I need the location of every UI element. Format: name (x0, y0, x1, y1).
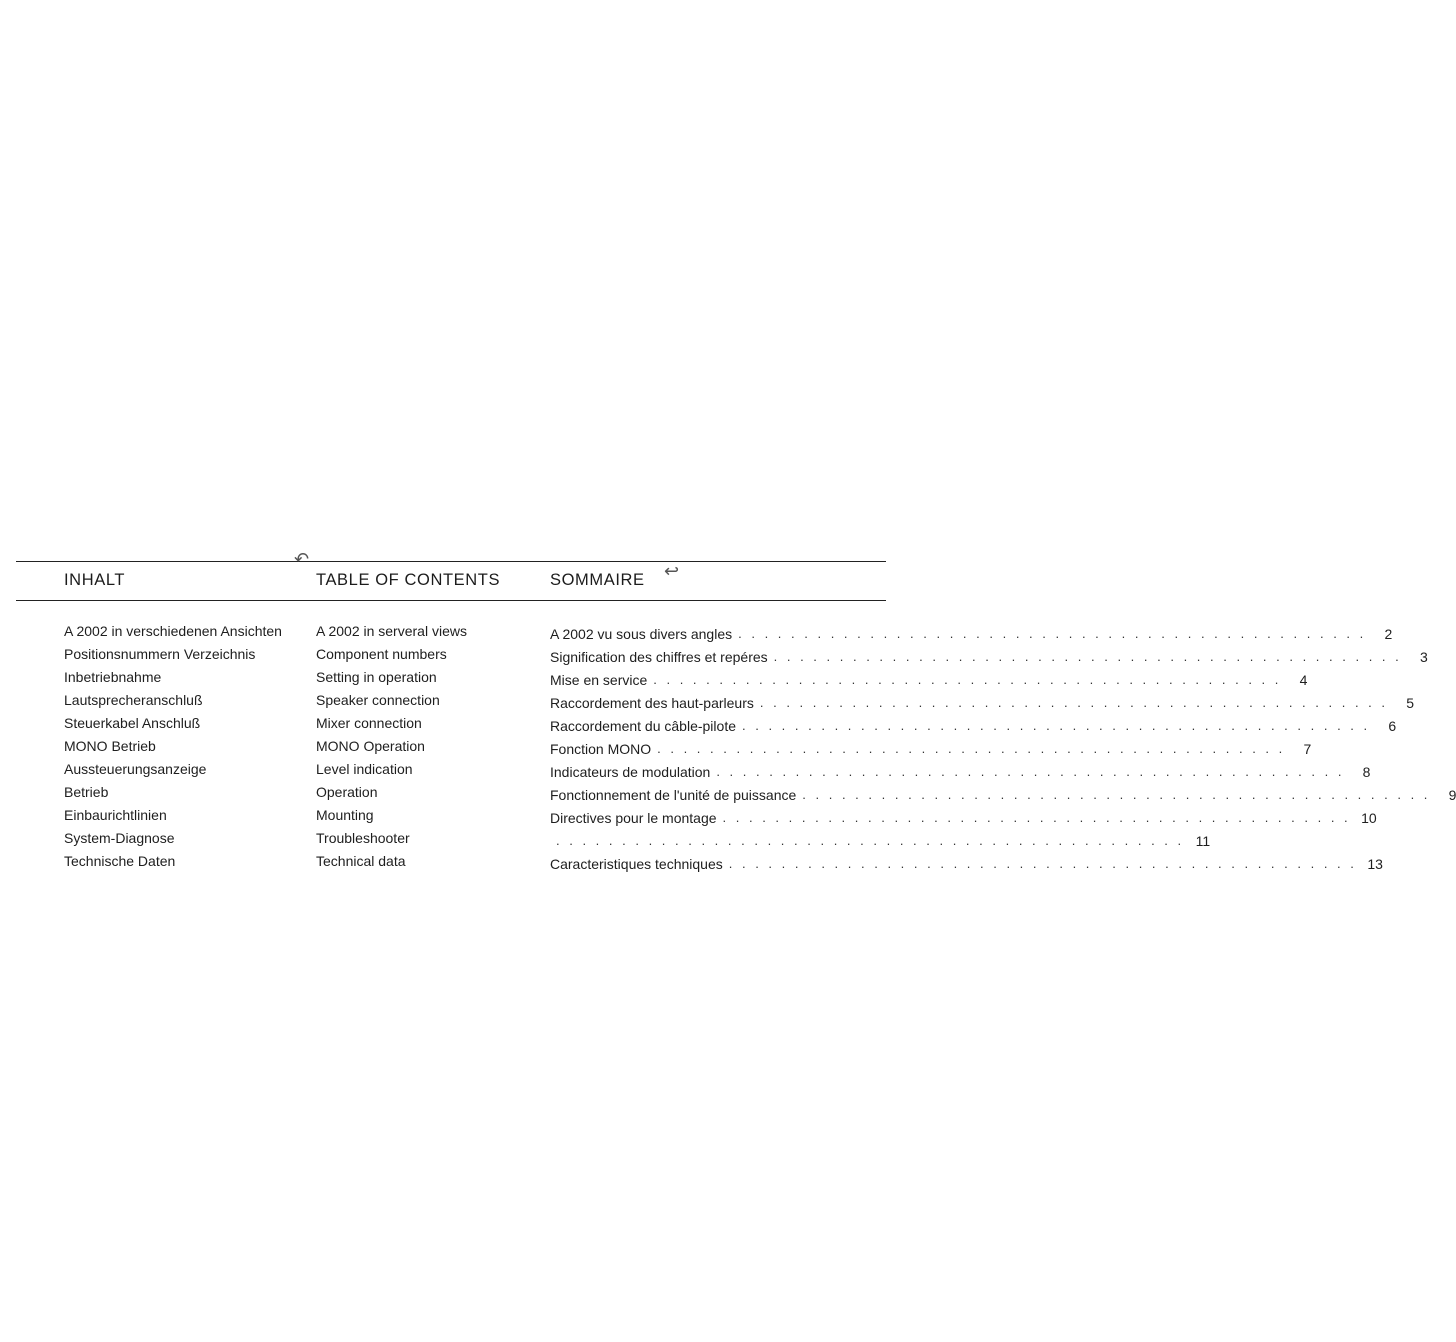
toc-leader-dots: . . . . . . . . . . . . . . . . . . . . . . . . . . . . . . . . . . . . . . . . . . . . . . . . (716, 764, 1345, 779)
toc-leader-dots: . . . . . . . . . . . . . . . . . . . . . . . . . . . . . . . . . . . . . . . . . . . . . . . . (742, 718, 1371, 733)
scan-mark-left: ↶ (294, 549, 310, 569)
toc-entry-fr-text: Caracteristiques techniques (550, 856, 723, 872)
toc-entry-de: MONO Betrieb (64, 738, 156, 754)
toc-page-number: 9 (1448, 787, 1456, 803)
toc-entry-fr (550, 759, 1371, 782)
toc-entry-de: A 2002 in verschiedenen Ansichten (64, 623, 282, 639)
toc-entry-en: Troubleshooter (316, 830, 410, 846)
toc-entry-fr-text: Raccordement du câble-pilote (550, 718, 736, 734)
german-column (64, 621, 304, 874)
scan-mark-right: ↩ (664, 561, 680, 581)
toc-entry-en: Operation (316, 784, 378, 800)
header-sommaire: SOMMAIRE (550, 571, 645, 589)
toc-entry-fr-text: Signification des chiffres et repéres (550, 649, 768, 665)
toc-entry-en: Level indication (316, 761, 413, 777)
toc-entry-de: Steuerkabel Anschluß (64, 715, 201, 731)
toc-page-number: 11 (1195, 833, 1211, 849)
toc-entry-fr (550, 667, 1308, 690)
toc-entry-en: Mixer connection (316, 715, 422, 731)
toc-entry-en: Speaker connection (316, 692, 440, 708)
toc-leader-dots: . . . . . . . . . . . . . . . . . . . . . . . . . . . . . . . . . . . . . . . . . . . . . . . . (556, 833, 1185, 848)
toc-entry-fr (550, 713, 1397, 736)
toc-entry-en: Setting in operation (316, 669, 437, 685)
toc-entry-de: Technische Daten (64, 853, 176, 869)
toc-entry-fr-text: Fonctionnement de l'unité de puissance (550, 787, 797, 803)
toc-entry-de: Lautsprecheranschluß (64, 692, 203, 708)
toc-entry-de: Positionsnummern Verzeichnis (64, 646, 256, 662)
toc-leader-dots: . . . . . . . . . . . . . . . . . . . . . . . . . . . . . . . . . . . . . . . . . . . . . . . . (738, 626, 1367, 641)
toc-entry-fr-text: Directives pour le montage (550, 810, 717, 826)
toc-entry-en: Technical data (316, 853, 406, 869)
toc-entry-fr (550, 828, 1211, 851)
toc-leader-dots: . . . . . . . . . . . . . . . . . . . . . . . . . . . . . . . . . . . . . . . . . . . . . . . . (759, 695, 1389, 710)
toc-page-number: 13 (1367, 856, 1383, 872)
toc-leader-dots: . . . . . . . . . . . . . . . . . . . . . . . . . . . . . . . . . . . . . . . . . . . . . . . . (653, 672, 1282, 687)
toc-entry-fr (550, 736, 1312, 759)
toc-leader-dots: . . . . . . . . . . . . . . . . . . . . . . . . . . . . . . . . . . . . . . . . . . . . . . . . (657, 741, 1286, 756)
toc-entry-de: System-Diagnose (64, 830, 175, 846)
toc-entry-en: Component numbers (316, 646, 447, 662)
toc-page-number: 2 (1384, 626, 1393, 642)
toc-page-number: 4 (1299, 672, 1308, 688)
toc-entry-de: Einbaurichtlinien (64, 807, 167, 823)
header-bottom-rule (16, 600, 886, 601)
toc-entry-fr (550, 851, 1383, 874)
toc-entry-de: Aussteuerungsanzeige (64, 761, 207, 777)
toc-entry-fr-text: Indicateurs de modulation (550, 764, 711, 780)
toc-leader-dots: . . . . . . . . . . . . . . . . . . . . . . . . . . . . . . . . . . . . . . . . . . . . . . . . (802, 787, 1431, 802)
toc-leader-dots: . . . . . . . . . . . . . . . . . . . . . . . . . . . . . . . . . . . . . . . . . . . . . . . . (722, 810, 1351, 825)
toc-entry-fr (550, 690, 1415, 713)
toc-entry-fr (550, 782, 1456, 805)
toc-entry-en: Mounting (316, 807, 374, 823)
toc-entry-fr (550, 644, 1428, 667)
toc-entry-fr-text: Raccordement des haut-parleurs (550, 695, 754, 711)
toc-leader-dots: . . . . . . . . . . . . . . . . . . . . . . . . . . . . . . . . . . . . . . . . . . . . . . . . (773, 649, 1402, 664)
header-top-rule (16, 561, 886, 562)
header-inhalt: INHALT (64, 571, 126, 589)
toc-entry-de: Inbetriebnahme (64, 669, 162, 685)
english-column (316, 621, 516, 874)
toc-page-number: 5 (1406, 695, 1415, 711)
toc-entry-en: A 2002 in serveral views (316, 623, 467, 639)
toc-entry-fr (550, 621, 1393, 644)
toc-entry-fr-text: Mise en service (550, 672, 648, 688)
toc-page-number: 7 (1303, 741, 1312, 757)
toc-entry-fr-text: Fonction MONO (550, 741, 652, 757)
toc-entry-de: Betrieb (64, 784, 109, 800)
toc-leader-dots: . . . . . . . . . . . . . . . . . . . . . . . . . . . . . . . . . . . . . . . . . . . . . . . . (728, 856, 1357, 871)
toc-page-number: 6 (1388, 718, 1397, 734)
french-column (550, 621, 1456, 874)
toc-entry-fr-text: A 2002 vu sous divers angles (550, 626, 733, 642)
toc-page-number: 10 (1361, 810, 1377, 826)
toc-page-number: 3 (1419, 649, 1428, 665)
toc-entry-fr (550, 805, 1377, 828)
header-table-of-contents: TABLE OF CONTENTS (316, 571, 501, 589)
toc-page-number: 8 (1362, 764, 1371, 780)
toc-entry-en: MONO Operation (316, 738, 425, 754)
